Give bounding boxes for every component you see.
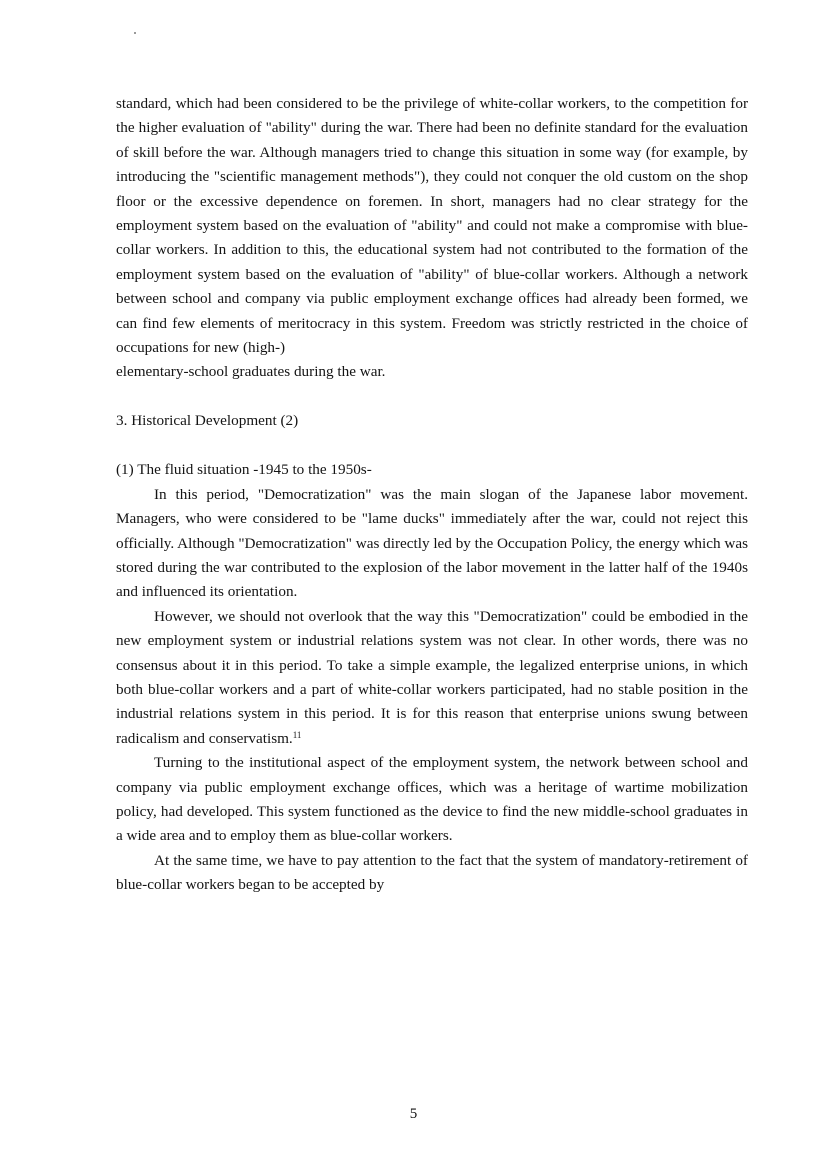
paragraph-continued-text: standard, which had been considered to be the privilege of white-collar workers, to the competition for the higher evaluation of "ability" during the war. There had been no definite standard for the evaluation of skill before the war. Although managers tried to change this situation in some way (for example, by introducing the "scientific management methods"), they could not conquer the old custom on the shop floor or the excessive dependence on foremen. In short, managers had no clear strategy for the employment system based on the evaluation of "ability" and could not make a compromise with blue-collar workers. In addition to this, the educational system had not contributed to the formation of the employment system based on the evaluation of "ability" of blue-collar workers. Although a network between school and company via public employment exchange offices had already been formed, we can find few elements of meritocracy in this system. Freedom was strictly restricted in the choice of occupations for new (high-) (116, 95, 748, 357)
section-heading: 3. Historical Development (2) (116, 411, 299, 429)
scan-speck (134, 32, 136, 34)
paragraph-democratization: In this period, "Democratization" was the main slogan of the Japanese labor movement. Managers, who were considered to be "lame ducks" immediately after the war, could not reject this officially. Although "Democratization" was directly led by the Occupation Policy, the energy which was stored during the war contributed to the explosion of the labor movement in the latter half of the 1940s and influenced its orientation. (116, 485, 748, 601)
spacer (116, 433, 748, 458)
paragraph-institutional: Turning to the institutional aspect of the employment system, the network between school and company via public employment exchange offices, which was a heritage of wartime mobilization policy, had developed. This system functioned as the device to find the new middle-school graduates in a wide area and to employ them as blue-collar workers. (116, 754, 748, 845)
paragraph-consensus-text: However, we should not overlook that the way this "Democratization" could be embodied in the new employment system or industrial relations system was not clear. In other words, there was no consensus about it in this period. To take a simple example, the legalized enterprise unions, in which both blue-collar workers and a part of white-collar workers participated, had no stable position in the industrial relations system in this period. It is for this reason that enterprise unions swung between radicalism and conservatism. (116, 607, 748, 747)
paragraph-continued (116, 92, 748, 385)
subsection-heading: (1) The fluid situation -1945 to the 1950s- (116, 461, 372, 479)
spacer (116, 385, 748, 409)
page-body (116, 92, 748, 898)
footnote-marker: 11 (292, 729, 302, 740)
page-number: 5 (409, 1106, 418, 1122)
paragraph-consensus (116, 605, 748, 751)
paragraph-retirement: At the same time, we have to pay attention to the fact that the system of mandatory-retirement of blue-collar workers began to be accepted by (116, 851, 748, 894)
paragraph-continued-last-line: elementary-school graduates during the war. (116, 363, 386, 381)
